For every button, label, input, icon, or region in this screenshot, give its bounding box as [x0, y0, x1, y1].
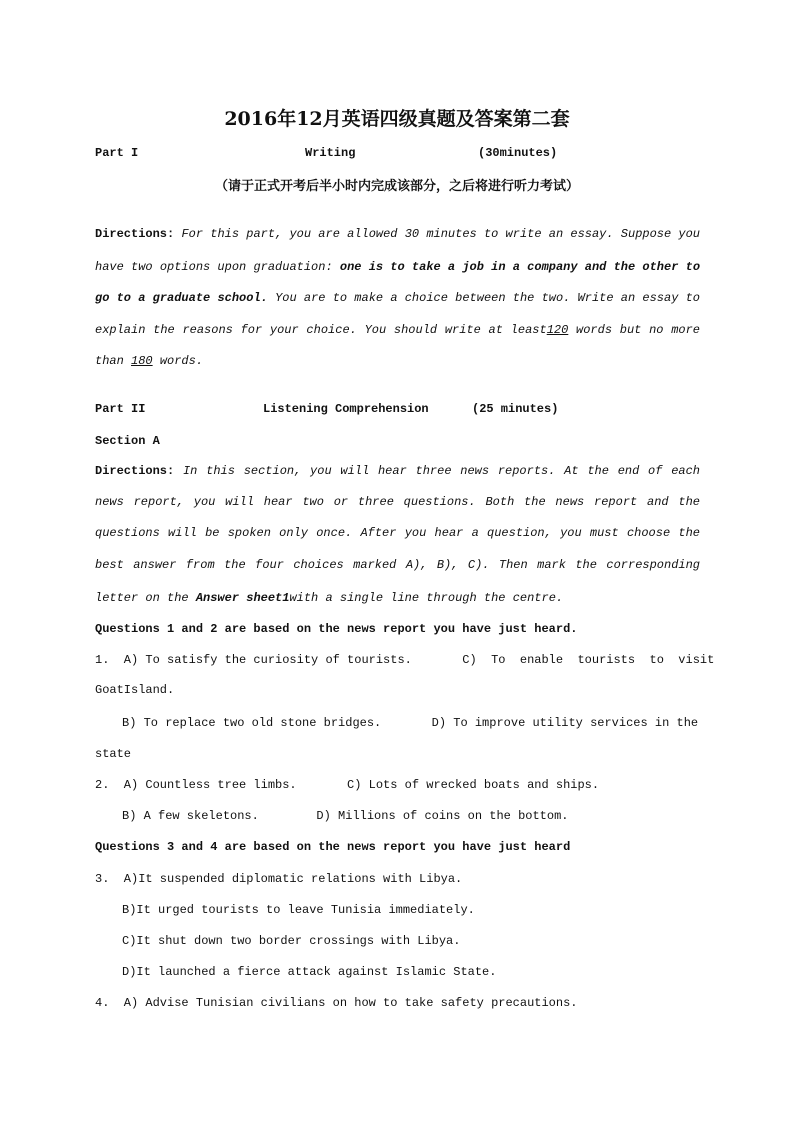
- question-3-option-c: C)It shut down two border crossings with Libya.: [122, 934, 461, 948]
- listening-directions-line-4: best answer from the four choices marked A), B), C). Then mark the corresponding: [95, 558, 700, 572]
- question-4-option-a: 4. A) Advise Tunisian civilians on how to take safety precautions.: [95, 996, 578, 1010]
- question-1-line-1-cont: GoatIsland.: [95, 683, 175, 697]
- question-3-option-b: B)It urged tourists to leave Tunisia immediately.: [122, 903, 475, 917]
- part1-time: (30minutes): [478, 146, 558, 160]
- listening-directions-line-2: news report, you will hear two or three questions. Both the news report and the: [95, 495, 700, 509]
- question-1-line-1: 1. A) To satisfy the curiosity of tourists. C) To enable tourists to visit: [95, 653, 715, 667]
- questions-header-1-2: Questions 1 and 2 are based on the news report you have just heard.: [95, 622, 578, 636]
- listening-directions-line-1: Directions: In this section, you will hear three news reports. At the end of each: [95, 464, 701, 478]
- part2-name: Listening Comprehension: [263, 402, 429, 416]
- question-3-option-a: 3. A)It suspended diplomatic relations with Libya.: [95, 872, 463, 886]
- part1-name: Writing: [305, 146, 356, 160]
- document-title: 2016年12月英语四级真题及答案第二套: [224, 108, 570, 130]
- writing-directions-line-5: than 180 words.: [95, 354, 204, 368]
- question-2-line-2: B) A few skeletons. D) Millions of coins on the bottom.: [122, 809, 569, 823]
- listening-directions-line-3: questions will be spoken only once. After you hear a question, you must choose the: [95, 526, 700, 540]
- writing-directions-line-1: Directions: For this part, you are allowed 30 minutes to write an essay. Suppose you: [95, 227, 701, 241]
- question-1-line-2: B) To replace two old stone bridges. D) To improve utility services in the: [122, 716, 699, 730]
- part2-label: Part II: [95, 402, 146, 416]
- max-words: 180: [131, 354, 153, 368]
- questions-header-3-4: Questions 3 and 4 are based on the news report you have just heard: [95, 840, 571, 854]
- writing-directions-line-2: have two options upon graduation: one is to take a job in a company and the other to: [95, 260, 701, 274]
- part2-time: (25 minutes): [472, 402, 559, 416]
- exam-note: （请于正式开考后半小时内完成该部分，之后将进行听力考试）: [214, 179, 579, 194]
- writing-directions-line-3: go to a graduate school. You are to make a choice between the two. Write an essay to: [95, 291, 701, 305]
- min-words: 120: [546, 323, 569, 337]
- listening-directions-line-5: letter on the Answer sheet1with a single line through the centre.: [95, 591, 564, 605]
- directions-label: Directions:: [95, 227, 175, 241]
- section-a-heading: Section A: [95, 434, 160, 448]
- question-3-option-d: D)It launched a fierce attack against Islamic State.: [122, 965, 497, 979]
- directions-label: Directions:: [95, 464, 175, 478]
- question-1-line-2-cont: state: [95, 747, 132, 761]
- question-2-line-1: 2. A) Countless tree limbs. C) Lots of wrecked boats and ships.: [95, 778, 600, 792]
- part1-label: Part I: [95, 146, 139, 160]
- writing-directions-line-4: explain the reasons for your choice. You should write at least120 words but no more: [95, 323, 701, 337]
